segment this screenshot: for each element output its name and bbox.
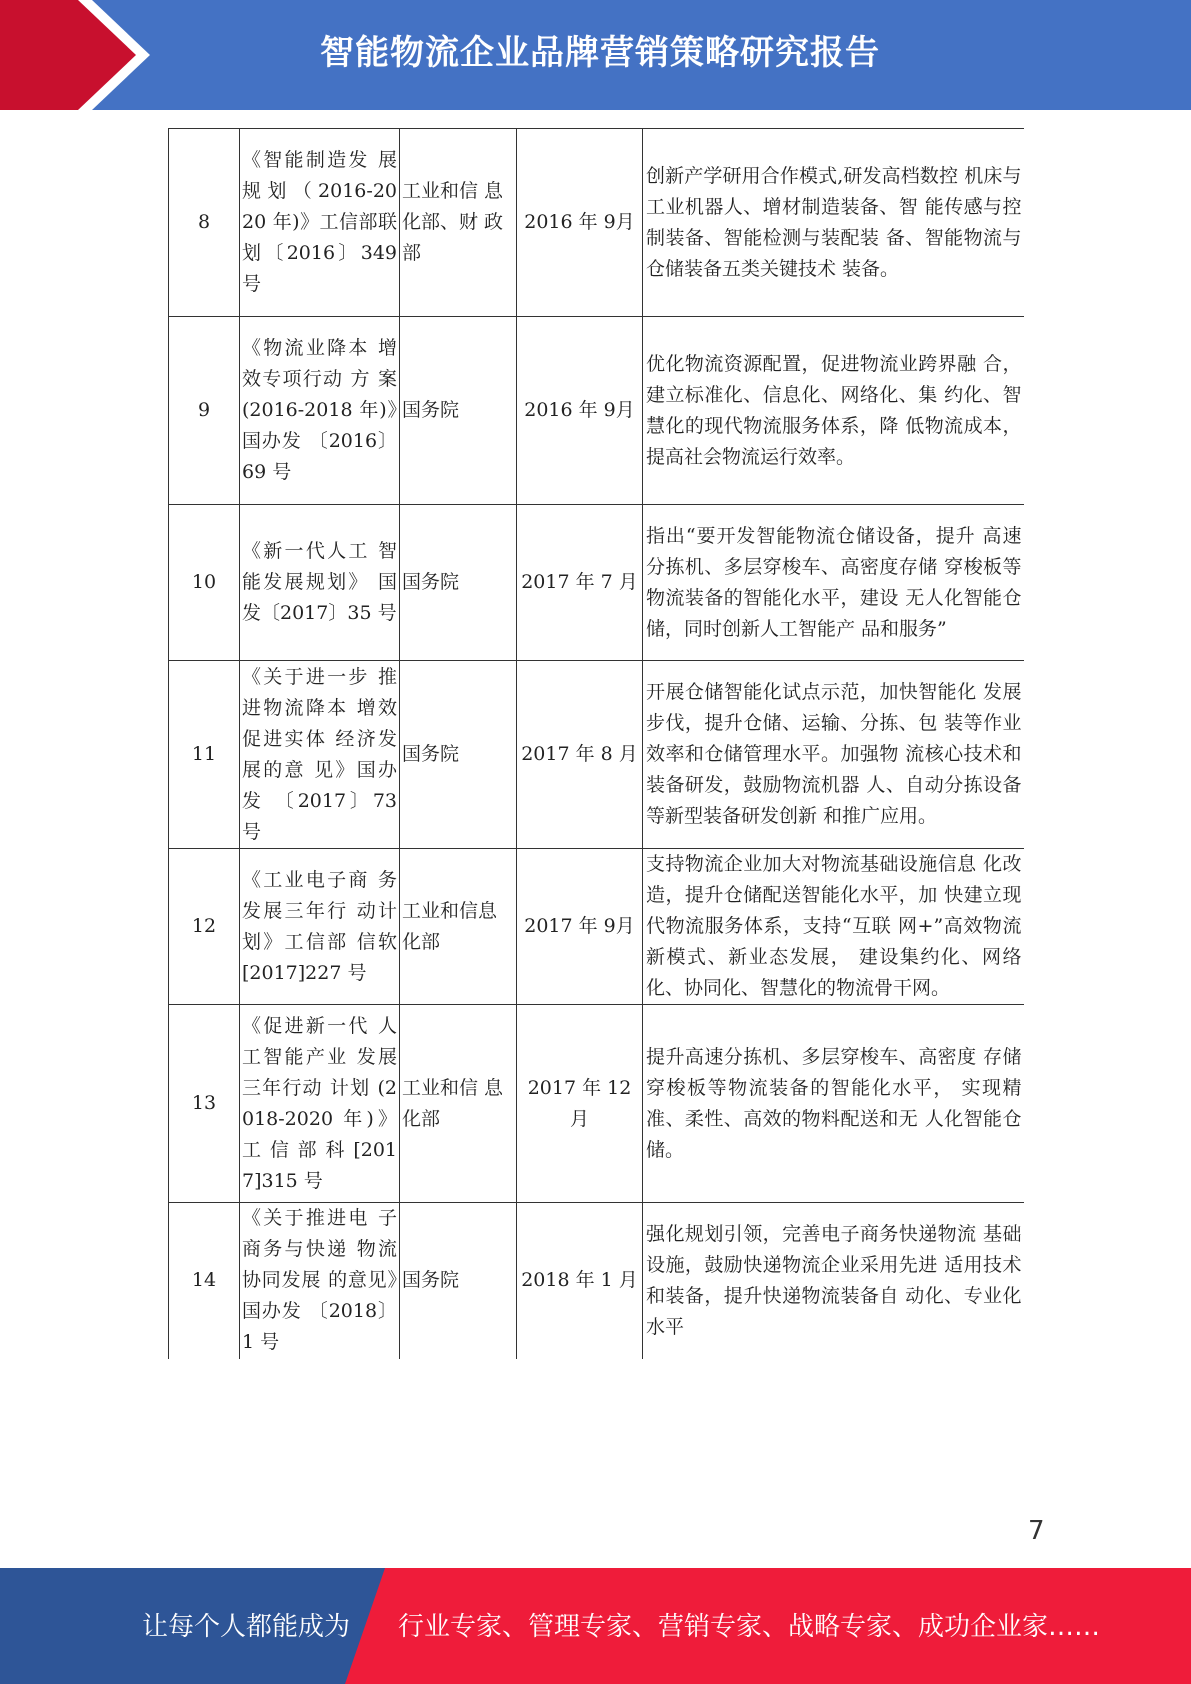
issuing-department: 工业和信 息化部、财 政部 — [400, 129, 517, 317]
policy-content: 支持物流企业加大对物流基础设施信息 化改造，提升仓储配送智能化水平，加 快建立现代物流服务体系，支持“互联 网+”高效物流新模式、新业态发展， 建设集约化、网络化、协同化、智慧化的物流骨干网。 — [643, 849, 1024, 1005]
issue-date: 2017 年 7 月 — [517, 505, 643, 661]
policy-content: 提升高速分拣机、多层穿梭车、高密度 存储穿梭板等物流装备的智能化水平， 实现精准、柔性、高效的物料配送和无 人化智能仓储。 — [643, 1005, 1024, 1203]
page-footer — [0, 1568, 1191, 1684]
issuing-department: 国务院 — [400, 505, 517, 661]
table-row — [169, 317, 1024, 505]
issuing-department: 工业和信 息化部 — [400, 1005, 517, 1203]
document-name: 《物流业降本 增效专项行动 方 案 (2016-2018 年)》国办发 〔2016〕69 号 — [240, 317, 400, 505]
header-arrow-decoration — [0, 0, 150, 110]
table-row — [169, 849, 1024, 1005]
issue-date: 2018 年 1 月 — [517, 1203, 643, 1359]
table-row — [169, 1203, 1024, 1359]
row-number: 13 — [169, 1005, 240, 1203]
document-name: 《促进新一代 人工智能产业 发展三年行动 计划 (2018-2020 年)》工 信 部 科 [2017]315 号 — [240, 1005, 400, 1203]
header-title: 智能物流企业品牌营销策略研究报告 — [320, 33, 880, 73]
table-row — [169, 1005, 1024, 1203]
document-name: 《新一代人工 智能发展规划》 国发〔2017〕35 号 — [240, 505, 400, 661]
issue-date: 2017 年 8 月 — [517, 661, 643, 849]
issuing-department: 国务院 — [400, 317, 517, 505]
issuing-department: 工业和信息化部 — [400, 849, 517, 1005]
issue-date: 2016 年 9月 — [517, 317, 643, 505]
policy-content: 指出“要开发智能物流仓储设备，提升 高速分拣机、多层穿梭车、高密度存储 穿梭板等物流装备的智能化水平，建设 无人化智能仓储，同时创新人工智能产 品和服务” — [643, 505, 1024, 661]
policy-content: 创新产学研用合作模式,研发高档数控 机床与工业机器人、增材制造装备、智 能传感与控制装备、智能检测与装配装 备、智能物流与仓储装备五类关键技术 装备。 — [643, 129, 1024, 317]
row-number: 11 — [169, 661, 240, 849]
policy-table — [168, 128, 1024, 1359]
document-name: 《智能制造发 展规 划 （ 2016-2020 年)》工信部联 划〔2016〕349 号 — [240, 129, 400, 317]
issue-date: 2017 年 12 月 — [517, 1005, 643, 1203]
row-number: 9 — [169, 317, 240, 505]
issue-date: 2016 年 9月 — [517, 129, 643, 317]
document-name: 《工业电子商 务发展三年行 动计划》工信部 信软[2017]227 号 — [240, 849, 400, 1005]
document-name: 《关于推进电 子商务与快递 物流协同发展 的意见》国办发 〔2018〕1 号 — [240, 1203, 400, 1359]
table-row — [169, 505, 1024, 661]
issuing-department: 国务院 — [400, 661, 517, 849]
footer-slogan-left: 让每个人都能成为 — [142, 1612, 351, 1642]
table-row — [169, 129, 1024, 317]
policy-content: 强化规划引领，完善电子商务快递物流 基础设施，鼓励快递物流企业采用先进 适用技术和装备，提升快递物流装备自 动化、专业化水平 — [643, 1203, 1024, 1359]
row-number: 8 — [169, 129, 240, 317]
page-header — [0, 0, 1191, 110]
page-number: 7 — [1028, 1516, 1045, 1546]
row-number: 14 — [169, 1203, 240, 1359]
table-row — [169, 661, 1024, 849]
policy-content: 开展仓储智能化试点示范，加快智能化 发展步伐，提升仓储、运输、分拣、包 装等作业效率和仓储管理水平。加强物 流核心技术和装备研发，鼓励物流机器 人、自动分拣设备等新型装备研发创新 和推广应用。 — [643, 661, 1024, 849]
row-number: 10 — [169, 505, 240, 661]
document-name: 《关于进一步 推进物流降本 增效促进实体 经济发展的意 见》国办发 〔2017〕73 号 — [240, 661, 400, 849]
issue-date: 2017 年 9月 — [517, 849, 643, 1005]
policy-content: 优化物流资源配置，促进物流业跨界融 合，建立标准化、信息化、网络化、集 约化、智慧化的现代物流服务体系，降 低物流成本，提高社会物流运行效率。 — [643, 317, 1024, 505]
footer-slogan-right: 行业专家、管理专家、营销专家、战略专家、成功企业家…… — [398, 1612, 1101, 1642]
issuing-department: 国务院 — [400, 1203, 517, 1359]
row-number: 12 — [169, 849, 240, 1005]
